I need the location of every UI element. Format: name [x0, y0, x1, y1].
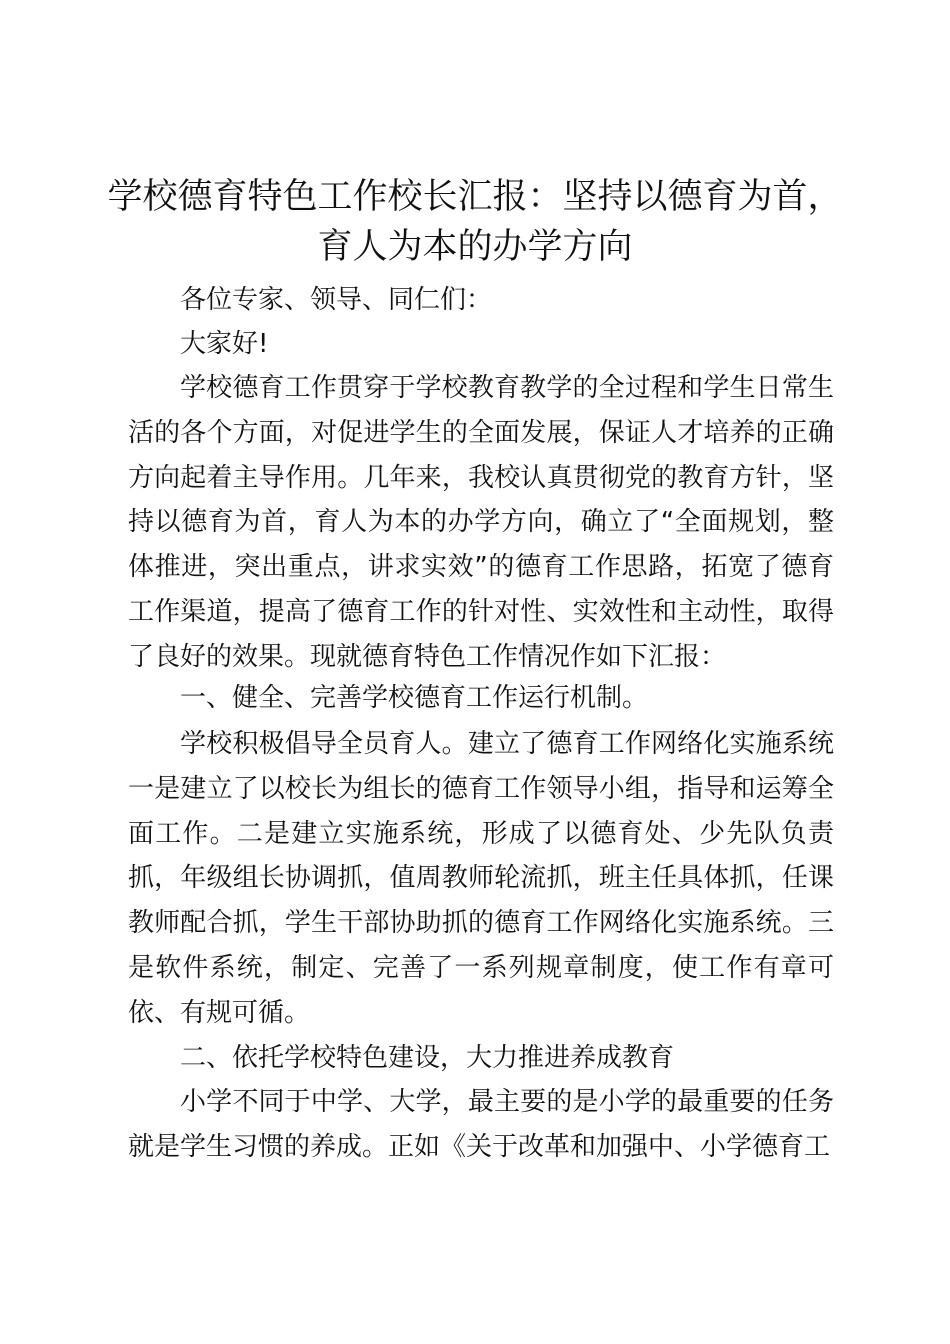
intro-paragraph: 学校德育工作贯穿于学校教育教学的全过程和学生日常生活的各个方面，对促进学生的全面发展，保证人才培养的正确方向起着主导作用。几年来，我校认真贯彻党的教育方针，坚持以德育为首，育人为本的办学方向，确立了“全面规划，整体推进，突出重点，讲求实效”的德育工作思路，拓宽了德育工作渠道，提高了德育工作的针对性、实效性和主动性，取得了良好的效果。现就德育特色工作情况作如下汇报： — [128, 373, 834, 672]
section-1-body: 学校积极倡导全员育人。建立了德育工作网络化实施系统一是建立了以校长为组长的德育工作领导小组，指导和运筹全面工作。二是建立实施系统，形成了以德育处、少先队负责抓，年级组长协调抓，值周教师轮流抓，班主任具体抓，任课教师配合抓，学生干部协助抓的德育工作网络化实施系统。三是软件系统，制定、完善了一系列规章制度，使工作有章可依、有规可循。 — [128, 729, 834, 1028]
section-2-body: 小学不同于中学、大学，最主要的是小学的最重要的任务就是学生习惯的养成。正如《关于改革和加强中、小学德育工 — [128, 1087, 834, 1162]
document-title-line-1: 学校德育特色工作校长汇报：坚持以德育为首， — [107, 177, 843, 217]
section-2-heading: 二、依托学校特色建设，大力推进养成教育 — [180, 1043, 675, 1073]
greeting-paragraph: 各位专家、领导、同仁们： — [180, 285, 493, 315]
section-1-heading: 一、健全、完善学校德育工作运行机制。 — [180, 683, 649, 713]
document-title-line-2: 育人为本的办学方向 — [317, 227, 633, 267]
hello-paragraph: 大家好! — [180, 329, 269, 359]
